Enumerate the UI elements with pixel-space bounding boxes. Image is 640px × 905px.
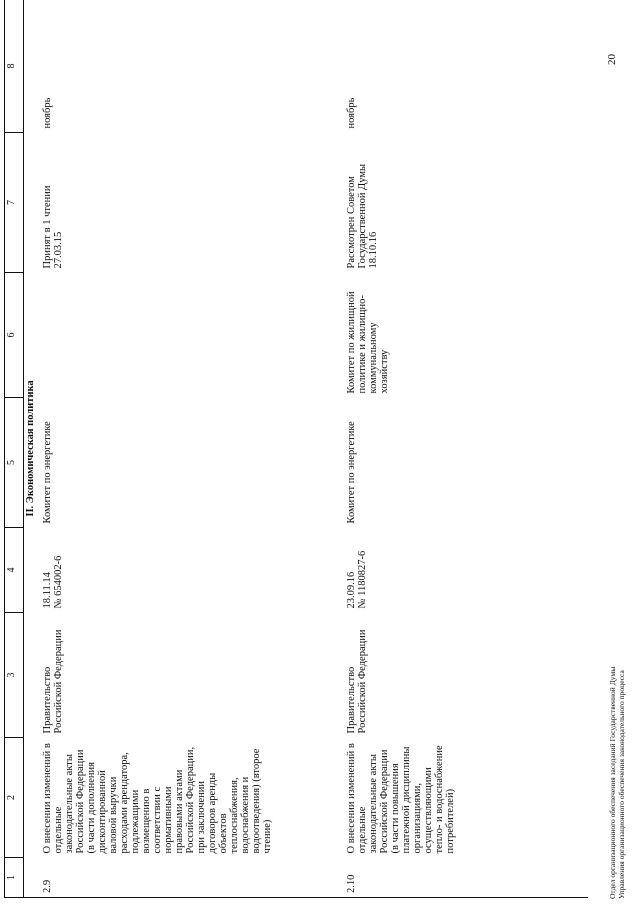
footer-line: Отдел организационного обеспечения заседаний Государственной Думы (608, 666, 617, 899)
bill-initiator: Правительство Российской Федерации (42, 629, 64, 734)
planned-month: ноябрь (40, 0, 344, 133)
table-row (40, 0, 344, 898)
column-number: 8 (5, 0, 24, 133)
bill-table (4, 0, 588, 898)
column-number: 7 (5, 133, 24, 273)
column-number: 1 (5, 858, 24, 898)
responsible-committee: Комитет по энергетике (346, 421, 357, 524)
section-row (24, 0, 41, 898)
section-title: II. Экономическая политика (24, 0, 41, 898)
bill-status: Рассмотрен Советом Государственной Думы 18.10.16 (346, 163, 379, 269)
page-number: 20 (606, 54, 618, 65)
column-number-row (5, 0, 24, 898)
planned-month: ноябрь (344, 0, 588, 133)
bill-registration: 23.09.16 № 1180827-6 (346, 550, 368, 609)
column-number: 5 (5, 398, 24, 528)
row-number: 2.10 (344, 858, 588, 898)
bill-title: О внесении изменений в отдельные законодательные акты Российской Федерации (в части повышения платежной дисциплины организациями, осуществляющими тепло- и водоснабжение потребителей) (346, 743, 456, 854)
footer-line: Управления организационного обеспечения законодательного процесса (617, 670, 626, 899)
responsible-committee: Комитет по энергетике (42, 421, 53, 524)
column-number: 3 (5, 613, 24, 738)
row-number: 2.9 (40, 858, 344, 898)
table-row (344, 0, 588, 898)
bill-initiator: Правительство Российской Федерации (346, 629, 368, 734)
column-number: 2 (5, 738, 24, 858)
bill-registration: 18.11.14 № 654002-6 (42, 555, 64, 609)
co-executor-committee: Комитет по жилищной политике и жилищно-коммунальному хозяйству (346, 291, 390, 394)
page-footer (608, 667, 626, 899)
co-executor-committee (40, 273, 344, 398)
column-number: 4 (5, 528, 24, 613)
column-number: 6 (5, 273, 24, 398)
bill-status: Принят в 1 чтении 27.03.15 (42, 185, 64, 269)
bill-title: О внесении изменений в отдельные законодательные акты Российской Федерации (в части дополнения дисконтированной валовой выручки расходами арендатора, подлежащими возмещению в соответствии с нормативными правовыми актами Российской Федерации, при заключении договоров аренды объектов теплоснабжения, водоснабжения и водоотведения) (второе чтение) (42, 743, 273, 854)
